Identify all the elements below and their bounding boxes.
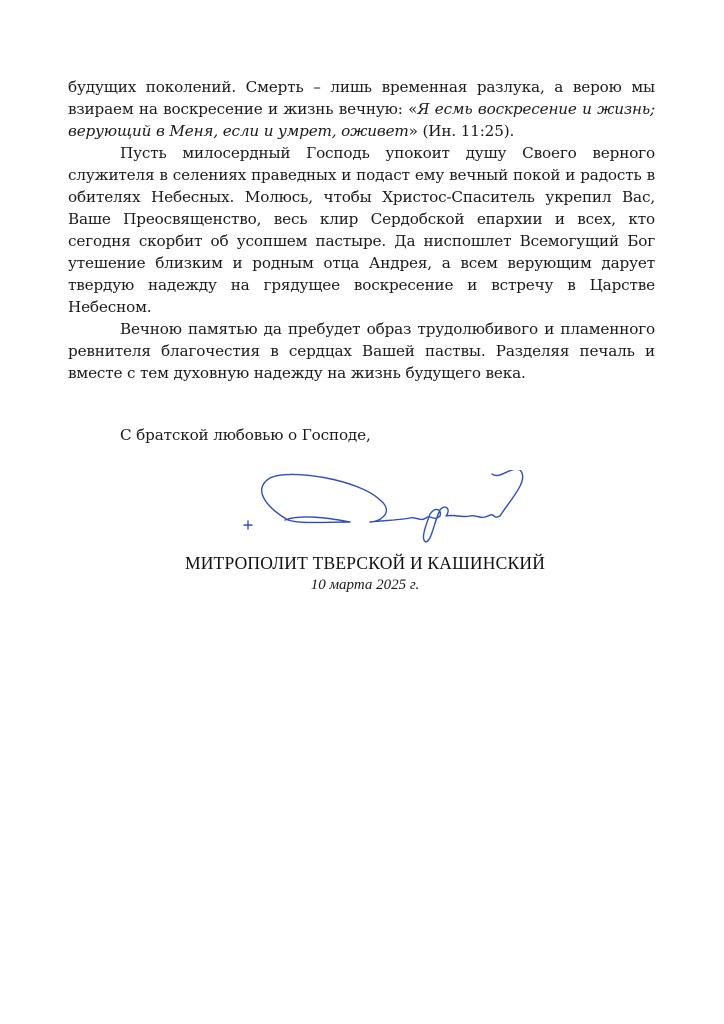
paragraph-3: Вечною памятью да пребудет образ трудолюбивого и пламенного ревнителя благочестия в сердцах Вашей паствы. Разделяя печаль и вместе с тем духовную надежду на жизнь будущего века. — [68, 320, 655, 382]
scripture-quote: Я есмь воскресение и жизнь; верующий в Меня, если и умрет, оживет — [68, 100, 655, 140]
signature-icon — [230, 470, 530, 560]
signature-cross — [244, 521, 252, 529]
paragraph-1-text: будущих поколений. Смерть – лишь временная разлука, а верою мы взираем на воскресение и жизнь вечную: « — [68, 78, 655, 118]
letter-body — [68, 76, 655, 384]
closing-line: С братской любовью о Господе, — [120, 426, 371, 444]
signature-stroke — [262, 470, 523, 542]
scripture-reference: » (Ин. 11:25). — [408, 122, 515, 140]
paragraph-1 — [68, 76, 655, 142]
signer-title: МИТРОПОЛИТ ТВЕРСКОЙ И КАШИНСКИЙ — [184, 553, 546, 573]
paragraph-2: Пусть милосердный Господь упокоит душу Своего верного служителя в селениях праведных и подаст ему вечный покой и радость в обителях Небесных. Молюсь, чтобы Христос-Спаситель укрепил Вас, Ваше Преосвященство, весь клир Сердобской епархии и всех, кто сегодня скорбит об усопшем пастыре. Да ниспошлет Всемогущий Бог утешение близким и родным отца Андрея, а всем верующим дарует твердую надежду на грядущее воскресение и встречу в Царстве Небесном. — [68, 144, 655, 316]
letter-date: 10 марта 2025 г. — [310, 577, 420, 593]
